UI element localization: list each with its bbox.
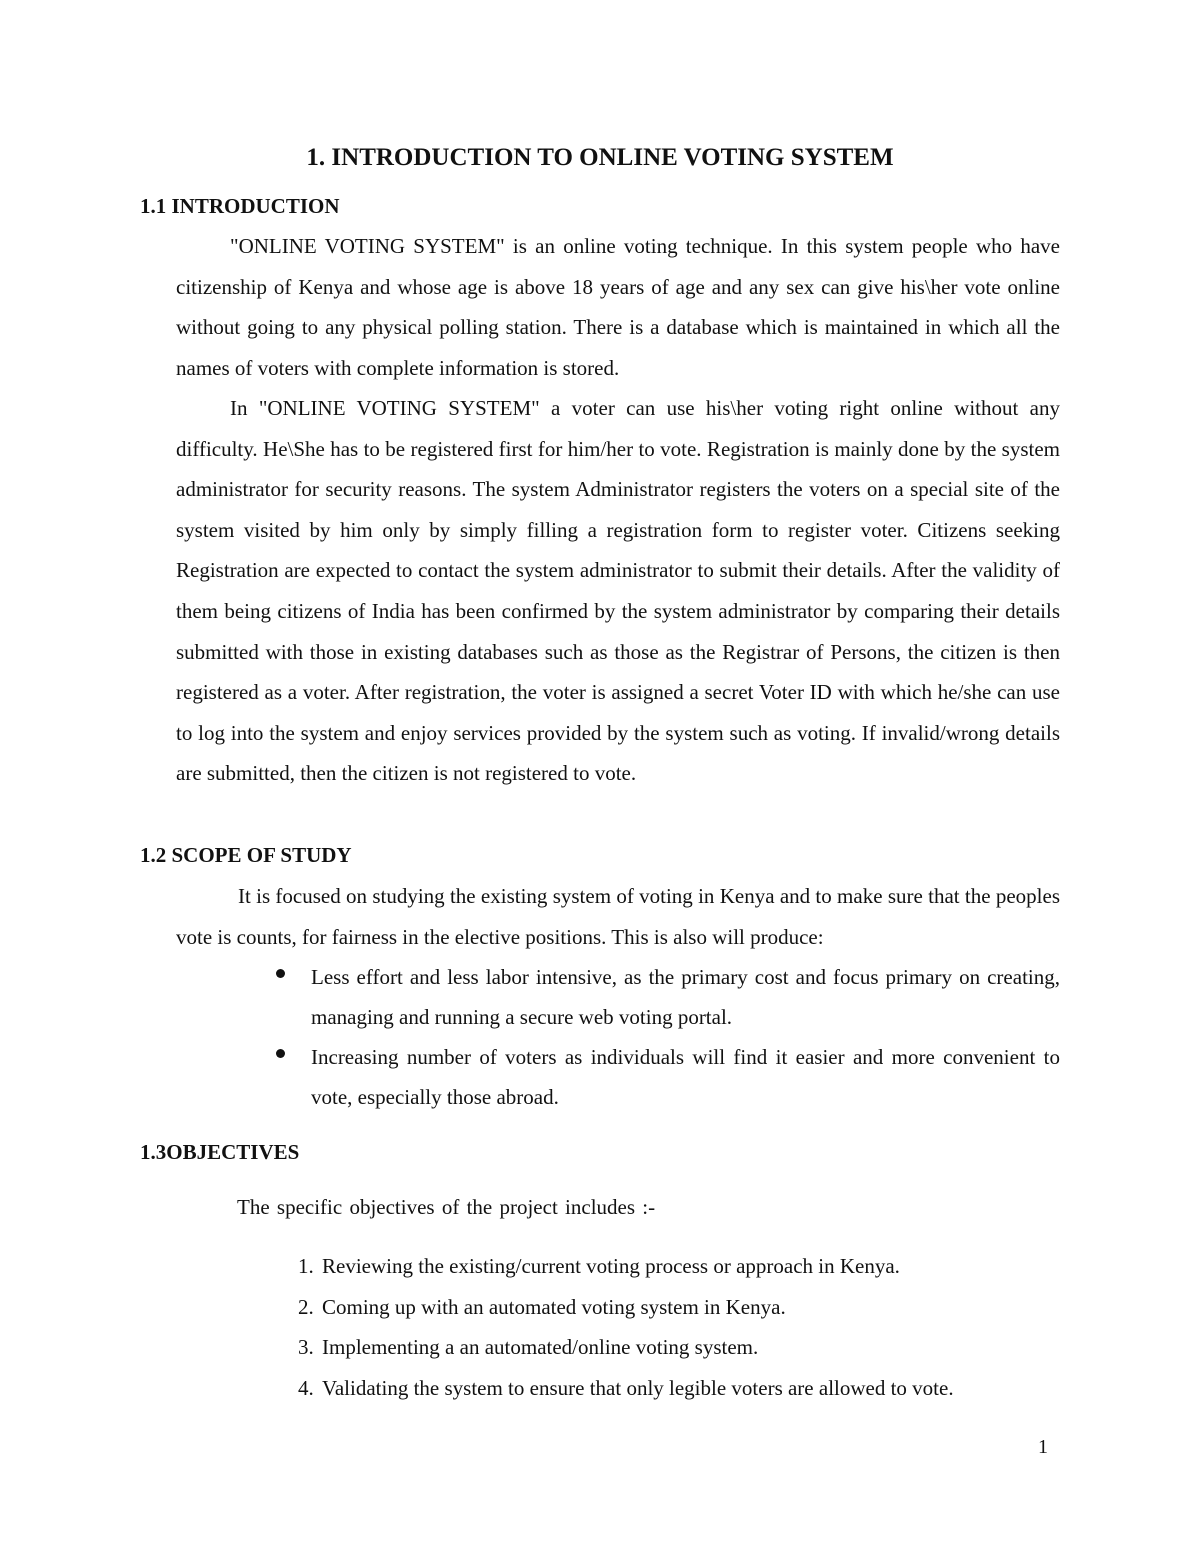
list-item xyxy=(298,1368,1078,1409)
paragraph-intro-2: In "ONLINE VOTING SYSTEM" a voter can use his\her voting right online without any difficulty. He\She has to be registered first for him/her to vote. Registration is mainly done by the system administrator for security reasons. The system Administrator registers the voters on a special site of the system visited by him only by simply filling a registration form to register voter. Citizens seeking Registration are expected to contact the system administrator to submit their details. After the validity of them being citizens of India has been confirmed by the system administrator by comparing their details submitted with those in existing databases such as those as the Registrar of Persons, the citizen is then registered as a voter. After registration, the voter is assigned a secret Voter ID with which he/she can use to log into the system and enjoy services provided by the system such as voting. If invalid/wrong details are submitted, then the citizen is not registered to vote. xyxy=(176,396,1060,786)
list-item xyxy=(276,957,1060,1037)
list-number: 4. xyxy=(298,1375,314,1400)
section-heading-scope: 1.2 SCOPE OF STUDY xyxy=(140,843,352,867)
bullet-text: Less effort and less labor intensive, as the primary cost and focus primary on creating, managing and running a secure web voting portal. xyxy=(311,965,1060,1029)
bullet-text: Increasing number of voters as individuals will find it easier and more convenient to vote, especially those abroad. xyxy=(311,1045,1060,1109)
list-number: 3. xyxy=(298,1335,314,1359)
scope-bullet-list xyxy=(276,957,1060,1117)
bullet-icon xyxy=(276,1049,285,1058)
section-heading-objectives: 1.3OBJECTIVES xyxy=(140,1140,300,1164)
objective-text: Validating the system to ensure that only legible voters are allowed to vote. xyxy=(322,1375,954,1400)
objective-text: Coming up with an automated voting system in Kenya. xyxy=(322,1294,786,1319)
objectives-list xyxy=(298,1246,1078,1408)
objective-text: Implementing a an automated/online voting system. xyxy=(322,1335,759,1359)
list-number: 2. xyxy=(298,1294,314,1319)
chapter-title: 1. INTRODUCTION TO ONLINE VOTING SYSTEM xyxy=(306,144,894,171)
bullet-icon xyxy=(276,969,285,978)
paragraph-intro-1: "ONLINE VOTING SYSTEM" is an online voting technique. In this system people who have citizenship of Kenya and whose age is above 18 years of age and any sex can give his\her vote online without going to any physical polling station. There is a database which is maintained in which all the names of voters with complete information is stored. xyxy=(176,234,1060,380)
list-item xyxy=(298,1287,1078,1328)
objectives-intro: The specific objectives of the project includes :- xyxy=(237,1195,656,1219)
objective-text: Reviewing the existing/current voting process or approach in Kenya. xyxy=(322,1254,900,1278)
paragraph-scope: It is focused on studying the existing system of voting in Kenya and to make sure that the peoples vote is counts, for fairness in the elective positions. This is also will produce: xyxy=(176,884,1060,949)
page-number: 1 xyxy=(1038,1436,1048,1458)
section-heading-introduction: 1.1 INTRODUCTION xyxy=(140,194,340,218)
list-item xyxy=(276,1037,1060,1117)
list-item xyxy=(298,1246,1078,1287)
list-item xyxy=(298,1327,1078,1368)
list-number: 1. xyxy=(298,1254,314,1278)
